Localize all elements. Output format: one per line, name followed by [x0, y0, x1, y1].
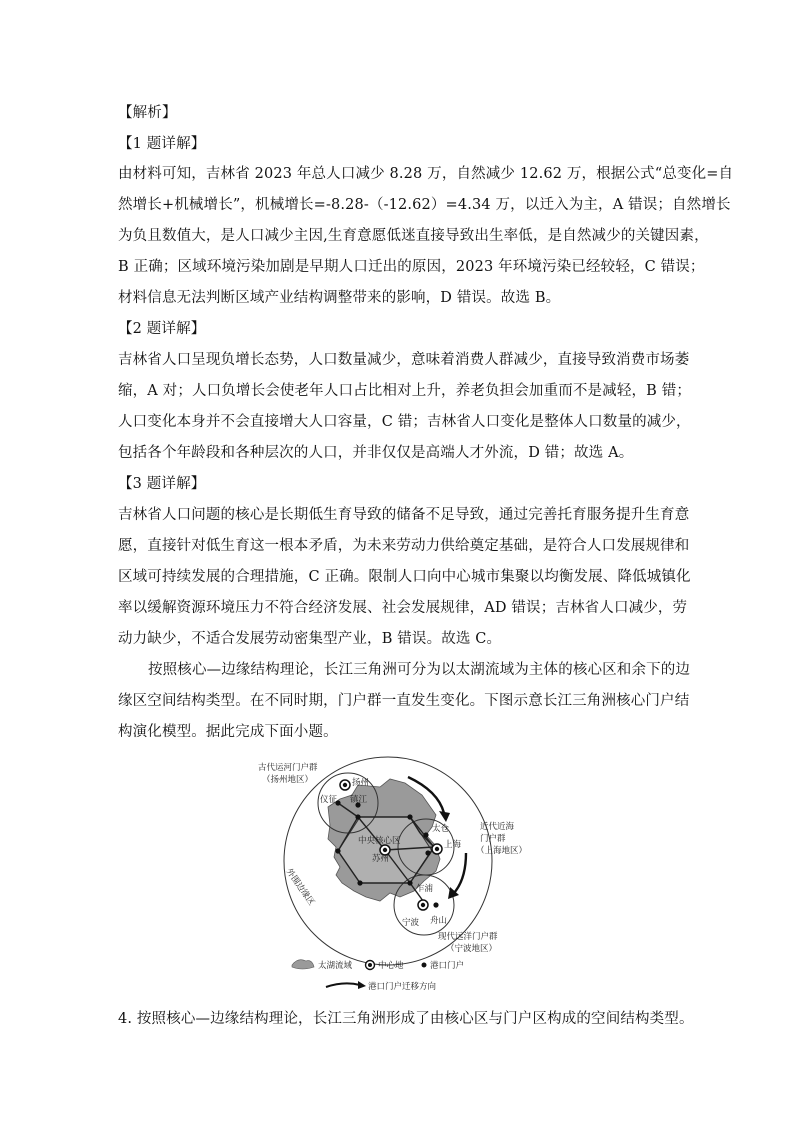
legend-migration-label: 港口门户迁移方向	[368, 982, 437, 992]
yizheng-label: 仪征	[320, 795, 338, 805]
legend-port-symbol	[422, 963, 427, 968]
q1-line: B 正确；区域环境污染加剧是早期人口迁出的原因，2023 年环境污染已经较轻，C 错误；	[118, 259, 705, 275]
legend-center-dot	[368, 963, 372, 967]
shanghai-label: 上海	[444, 840, 462, 850]
intro-line: 构演化模型。据此完成下面小题。	[118, 724, 338, 740]
legend	[292, 960, 464, 992]
q3-heading: 【3 题详解】	[118, 476, 206, 492]
question-4: 4. 按照核心—边缘结构理论，长江三角洲形成了由核心区与门户区构成的空间结构类型。	[118, 1011, 694, 1027]
suzhou-label: 苏州	[372, 854, 390, 864]
contemporary-group-label: 现代远洋门户群	[438, 932, 498, 942]
legend-taihu-label: 太湖流域	[318, 961, 353, 971]
q1-line: 为负且数值大，是人口减少主因,生育意愿低迷直接导致出生率低，是自然减少的关键因素，	[118, 228, 709, 244]
intro-line: 按照核心—边缘结构理论，长江三角洲可分为以太湖流域为主体的核心区和余下的边	[148, 662, 691, 678]
ningbo-label: 宁波	[402, 918, 420, 928]
q3-line: 动力缺少，不适合发展劳动密集型产业，B 错误。故选 C。	[118, 631, 502, 647]
migration-arrow-2	[454, 853, 466, 893]
q1-line: 然增长+机械增长”，机械增长=-8.28-（-12.62）=4.34 万，以迁入为主，A 错误；自然增长	[118, 197, 731, 213]
q2-heading: 【2 题详解】	[118, 321, 206, 337]
analysis-label: 【解析】	[118, 105, 177, 121]
q3-line: 吉林省人口问题的核心是长期低生育导致的储备不足导致，通过完善托育服务提升生育意	[118, 507, 690, 523]
contemporary-region-label: （宁波地区）	[446, 944, 498, 954]
q2-line: 吉林省人口呈现负增长态势，人口数量减少，意味着消费人群减少，直接导致消费市场萎	[118, 352, 690, 368]
zhenjiang-label: 镇江	[350, 795, 368, 805]
ancient-region-label: （扬州地区）	[262, 775, 314, 785]
yangzhou-label: 扬州	[352, 778, 370, 788]
q2-line: 包括各个年龄段和各种层次的人口，并非仅仅是高端人才外流，D 错；故选 A。	[118, 445, 634, 461]
q1-line: 材料信息无法判断区域产业结构调整带来的影响，D 错误。故选 B。	[118, 290, 561, 306]
migration-arrowhead-1	[439, 811, 450, 822]
q2-line: 缩，A 对；人口负增长会使老年人口占比相对上升，养老负担会加重而不是减轻，B 错；	[118, 383, 691, 399]
legend-arrow	[326, 983, 360, 987]
q2-line: 人口变化本身并不会直接增大人口容量，C 错；吉林省人口变化是整体人口数量的减少，	[118, 414, 691, 430]
ancient-group-label: 古代运河门户群	[258, 763, 318, 773]
q3-line: 愿，直接针对低生育这一根本矛盾，为未来劳动力供给奠定基础，是符合人口发展规律和	[118, 538, 690, 554]
legend-port-label: 港口门户	[430, 961, 465, 971]
q1-heading: 【1 题详解】	[118, 136, 206, 152]
zhapu-label: 乍浦	[416, 884, 434, 894]
core-gateway-model-figure	[240, 755, 560, 1000]
modern-region-label: （上海地区）	[476, 846, 528, 856]
legend-center-label: 中心地	[378, 961, 404, 971]
taicang-label: 太仓	[432, 824, 450, 834]
q3-line: 区域可持续发展的合理措施，C 正确。限制人口向中心城市集聚以均衡发展、降低城镇化	[118, 569, 691, 585]
periphery-label: 外围边缘区	[283, 866, 317, 908]
legend-taihu-swatch	[292, 960, 314, 969]
intro-line: 缘区空间结构类型。在不同时期，门户群一直发生变化。下图示意长江三角洲核心门户结	[118, 693, 690, 709]
zhoushan-label: 舟山	[430, 916, 448, 926]
modern-group-label: 近代近海	[480, 822, 515, 832]
legend-arrowhead	[358, 981, 366, 989]
core-zone-label: 中央核心区	[358, 836, 401, 846]
q1-line: 由材料可知，吉林省 2023 年总人口减少 8.28 万，自然减少 12.62 万，根据公式“总变化=自	[118, 166, 734, 182]
modern-group-label-2: 门户群	[480, 834, 506, 844]
q3-line: 率以缓解资源环境压力不符合经济发展、社会发展规律，AD 错误；吉林省人口减少，劳	[118, 600, 688, 616]
